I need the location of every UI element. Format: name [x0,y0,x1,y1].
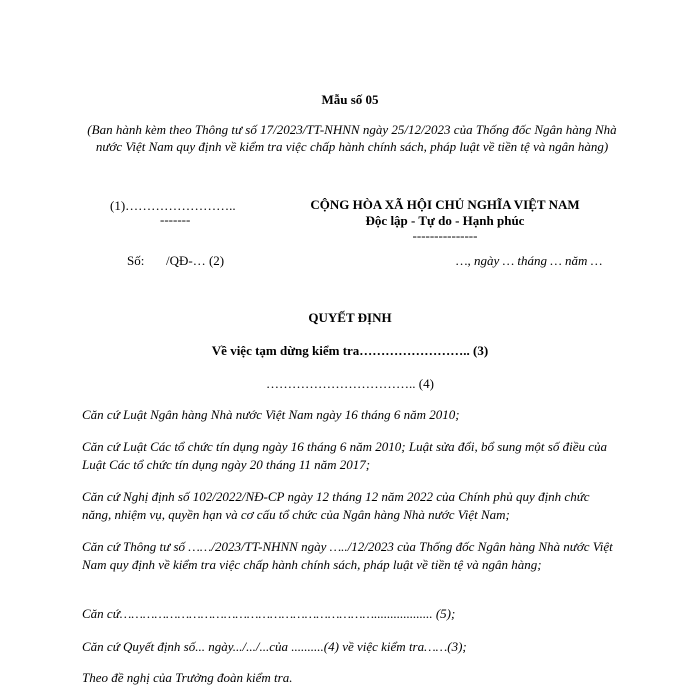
agency-dash: ------- [160,212,191,227]
national-motto: Độc lập - Tự do - Hạnh phúc [365,213,525,228]
document-title: QUYẾT ĐỊNH [308,310,392,325]
basis-paragraph: Căn cứ………………………………………………………….................. (5); [82,606,456,621]
basis-paragraph: Căn cứ Thông tư số ……/2023/TT-NHNN ngày …../12/2023 của Thống đốc Ngân hàng Nhà nước Việt Nam quy định về kiểm tra việc chấp hành chính sách, pháp luật về tiền tệ và ngân hàng; [82,539,613,572]
issuance-note: (Ban hành kèm theo Thông tư số 17/2023/TT-NHNN ngày 25/12/2023 của Thống đốc Ngân hàng Nhà nước Việt Nam quy định về kiểm tra việc chấp hành chính sách, pháp luật về tiền tệ và ngân hàng) [87,122,617,154]
basis-paragraph: Căn cứ Nghị định số 102/2022/NĐ-CP ngày 12 tháng 12 năm 2022 của Chính phủ quy định chức năng, nhiệm vụ, quyền hạn và cơ cấu tổ chức của Ngân hàng Nhà nước Việt Nam; [82,489,590,522]
number-value: /QĐ-… (2) [166,253,225,268]
form-number: Mẫu số 05 [321,92,379,107]
basis-paragraph: Theo đề nghị của Trưởng đoàn kiểm tra. [82,670,293,685]
basis-paragraph: Căn cứ Quyết định số... ngày.../.../...của ..........(4) về việc kiểm tra……(3); [82,639,467,654]
date-line: …, ngày … tháng … năm … [456,253,603,268]
country-name: CỘNG HÒA XÃ HỘI CHỦ NGHĨA VIỆT NAM [310,197,580,212]
number-label: Số: [127,253,145,268]
authority-line: …………………………….. (4) [266,376,434,391]
basis-paragraph: Căn cứ Luật Các tổ chức tín dụng ngày 16 tháng 6 năm 2010; Luật sửa đổi, bổ sung một số điều của Luật Các tổ chức tín dụng ngày 20 tháng 11 năm 2017; [82,439,608,472]
document-subject: Về việc tạm dừng kiểm tra…………………….. (3) [211,343,489,358]
motto-dash: --------------- [412,228,478,243]
agency-placeholder: (1)…………………….. [110,198,236,213]
basis-paragraph: Căn cứ Luật Ngân hàng Nhà nước Việt Nam ngày 16 tháng 6 năm 2010; [82,407,460,422]
